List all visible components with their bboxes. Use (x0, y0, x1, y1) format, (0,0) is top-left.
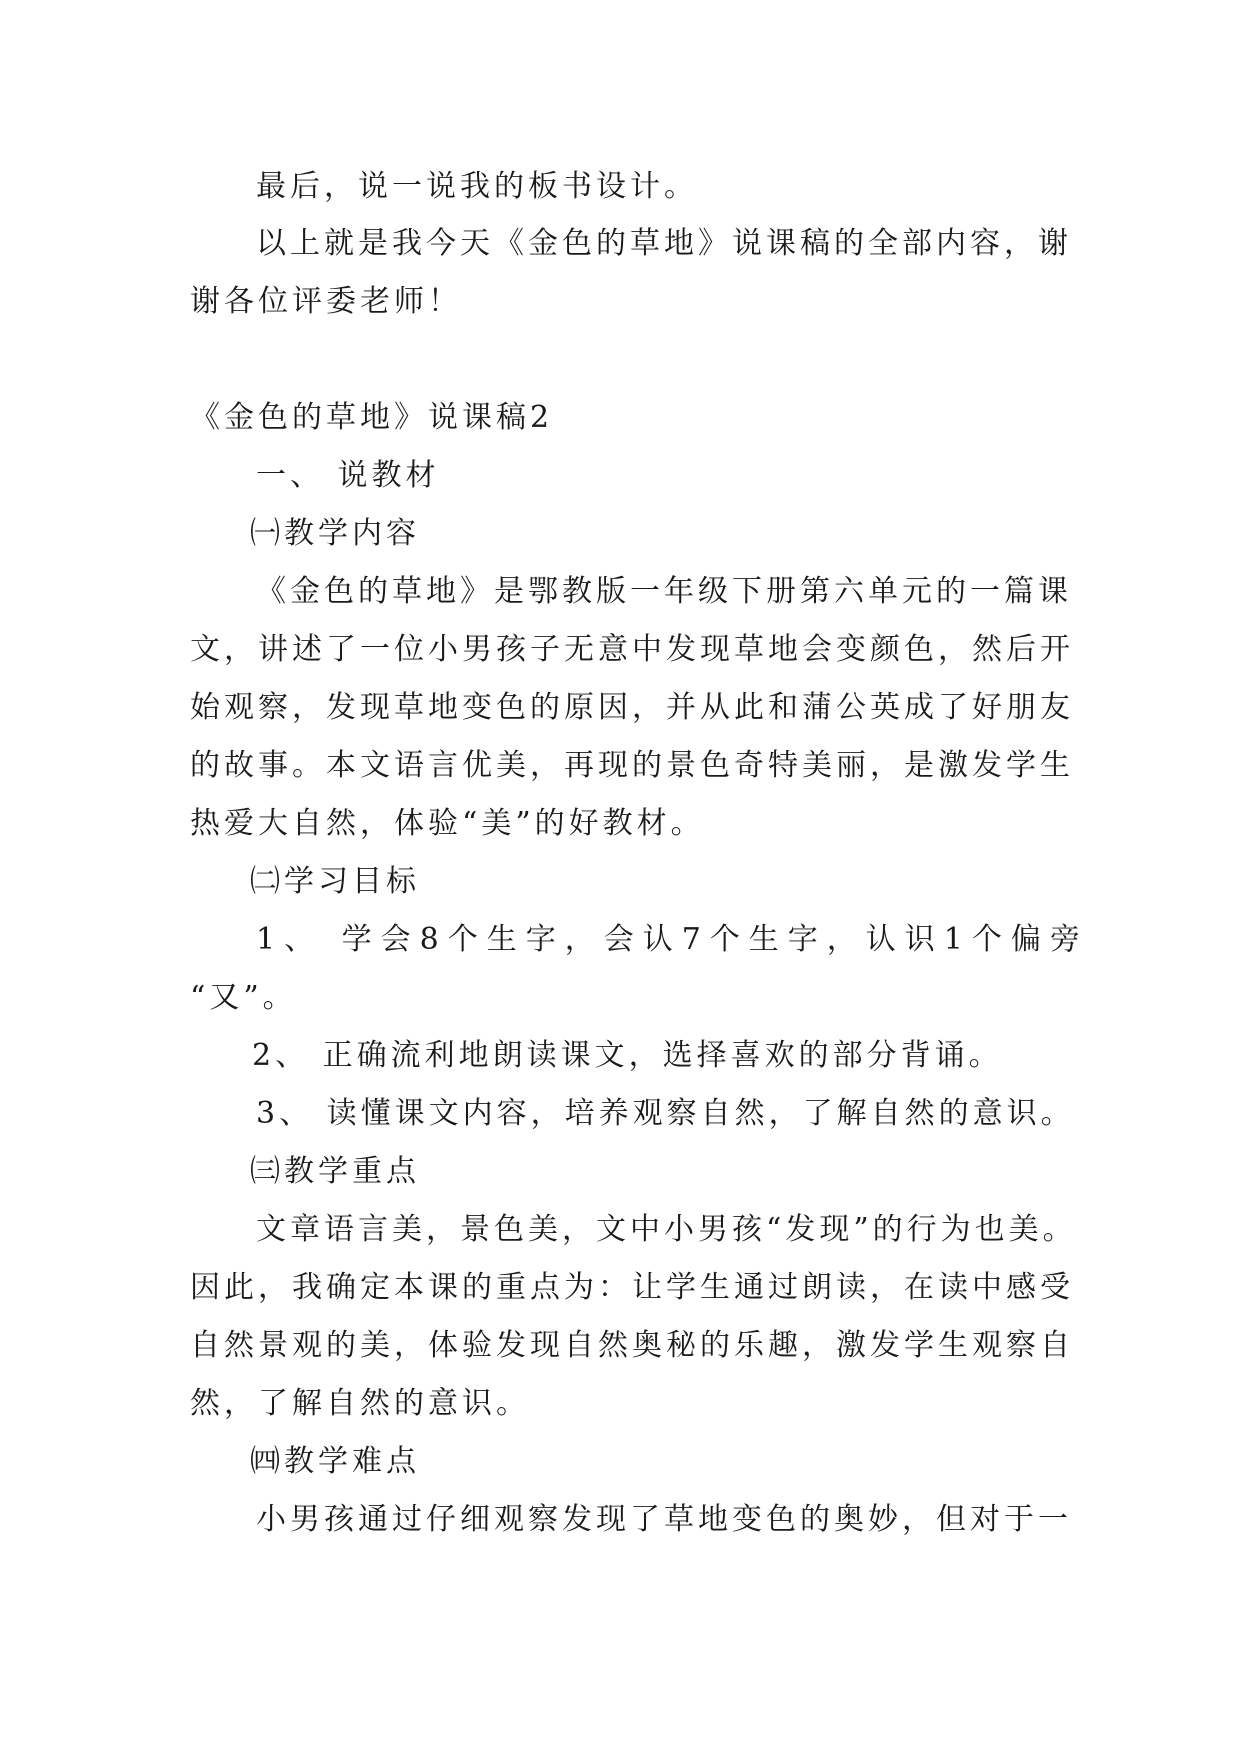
heading-level-2: ㈣教学难点 (250, 1444, 420, 1479)
paragraph-line: 谢各位评委老师！ (190, 284, 462, 319)
paragraph-line: 自然景观的美，体验发现自然奥秘的乐趣，激发学生观察自 (190, 1328, 1074, 1363)
heading-level-2: ㈡学习目标 (250, 864, 420, 899)
section-title: 《金色的草地》说课稿2 (190, 400, 554, 435)
paragraph-line: 然，了解自然的意识。 (190, 1386, 530, 1421)
paragraph-line: 热爱大自然，体验“美”的好教材。 (190, 806, 705, 841)
list-item: 2、 正确流利地朗读课文，选择喜欢的部分背诵。 (252, 1038, 1003, 1073)
heading-level-2: ㈠教学内容 (250, 516, 420, 551)
paragraph-line: 《金色的草地》是鄂教版一年级下册第六单元的一篇课 (256, 574, 1072, 609)
paragraph-line: 文，讲述了一位小男孩子无意中发现草地会变颜色，然后开 (190, 632, 1074, 667)
paragraph-line: 因此，我确定本课的重点为：让学生通过朗读，在读中感受 (190, 1270, 1074, 1305)
paragraph-line: 文章语言美，景色美，文中小男孩“发现”的行为也美。 (256, 1212, 1077, 1247)
list-item-continuation: “又”。 (190, 980, 297, 1015)
list-item: 1、 学会8个生字，会认7个生字，认识1个偏旁 (256, 922, 1089, 957)
paragraph-line: 以上就是我今天《金色的草地》说课稿的全部内容，谢 (256, 226, 1072, 261)
heading-level-2: ㈢教学重点 (250, 1154, 420, 1189)
heading-level-1: 一、 说教材 (256, 458, 440, 493)
paragraph-line: 最后，说一说我的板书设计。 (256, 169, 698, 204)
paragraph-line: 始观察，发现草地变色的原因，并从此和蒲公英成了好朋友 (190, 690, 1074, 725)
list-item: 3、 读懂课文内容，培养观察自然，了解自然的意识。 (256, 1096, 1075, 1131)
paragraph-line: 小男孩通过仔细观察发现了草地变色的奥妙，但对于一 (256, 1502, 1072, 1537)
paragraph-line: 的故事。本文语言优美，再现的景色奇特美丽，是激发学生 (190, 748, 1074, 783)
